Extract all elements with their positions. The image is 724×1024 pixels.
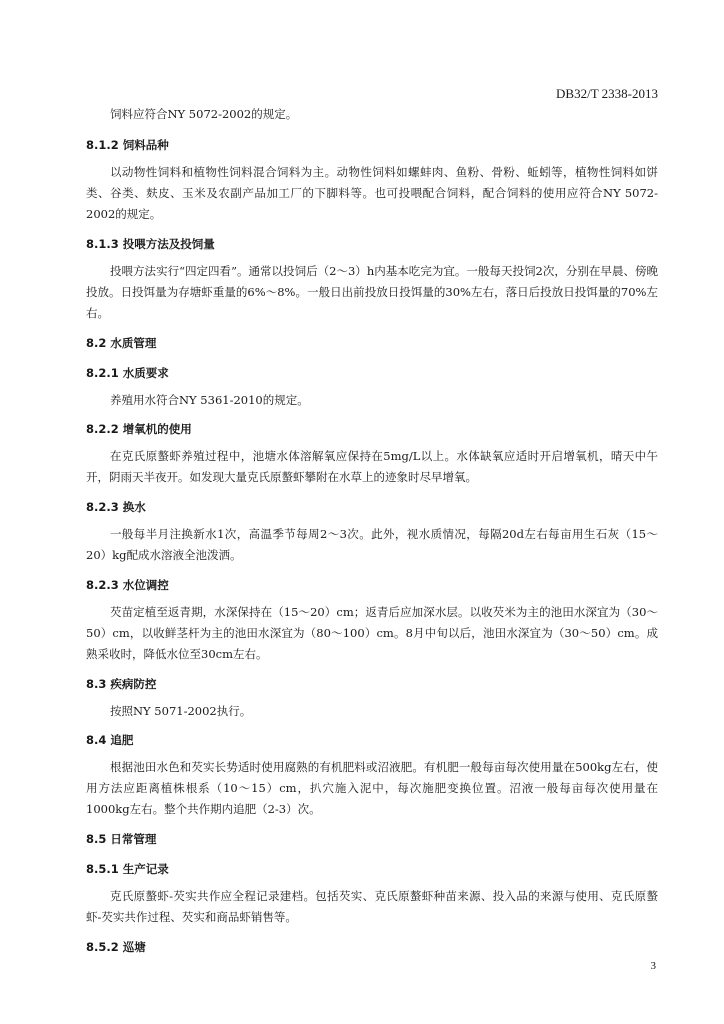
- paragraph: 投喂方法实行“四定四看”。通常以投饲后（2～3）h内基本吃完为宜。一般每天投饲2次，分别在早晨、傍晚投放。日投饵量为存塘虾重量的6%～8%。一般日出前投放日投饵量的30%左右，落日后投放日投饵量的70%左右。: [86, 264, 658, 320]
- section-heading-8-5-1: 8.5.1 生产记录: [86, 862, 169, 876]
- section-heading-8-1-3: 8.1.3 投喂方法及投饲量: [86, 237, 215, 251]
- paragraph: 芡苗定植至返青期，水深保持在（15～20）cm；返青后应加深水层。以收芡米为主的池田水深宜为（30～50）cm，以收鲜茎杆为主的池田水深宜为（80～100）cm。8月中旬以后，池田水深宜为（30～50）cm。成熟采收时，降低水位至30cm左右。: [86, 605, 658, 661]
- section-heading-8-5: 8.5 日常管理: [86, 832, 157, 846]
- page-number: 3: [650, 960, 656, 972]
- section-heading-8-2-3-water-level: 8.2.3 水位调控: [86, 578, 169, 592]
- section-heading-8-4: 8.4 追肥: [86, 733, 134, 747]
- paragraph: 一般每半月注换新水1次，高温季节每周2～3次。此外，视水质情况，每隔20d左右每亩用生石灰（15～20）kg配成水溶液全池泼洒。: [86, 527, 658, 562]
- paragraph: 在克氏原螯虾养殖过程中，池塘水体溶解氧应保持在5mg/L以上。水体缺氧应适时开启增氧机，晴天中午开，阴雨天半夜开。如发现大量克氏原螯虾攀附在水草上的迹象时尽早增氧。: [86, 449, 658, 484]
- paragraph: 养殖用水符合NY 5361-2010的规定。: [110, 393, 309, 407]
- paragraph: 根据池田水色和芡实长势适时使用腐熟的有机肥料或沼液肥。有机肥一般每亩每次使用量在500kg左右，使用方法应距离植株根系（10～15）cm，扒穴施入泥中，每次施肥变换位置。沼液一般每亩每次使用量在1000kg左右。整个共作期内追肥（2-3）次。: [86, 760, 658, 816]
- section-heading-8-2: 8.2 水质管理: [86, 336, 157, 350]
- paragraph: 克氏原螯虾-芡实共作应全程记录建档。包括芡实、克氏原螯虾种苗来源、投入品的来源与使用、克氏原螯虾-芡实共作过程、芡实和商品虾销售等。: [86, 889, 658, 924]
- paragraph: 以动物性饲料和植物性饲料混合饲料为主。动物性饲料如螺蚌肉、鱼粉、骨粉、蚯蚓等，植物性饲料如饼类、谷类、麸皮、玉米及农副产品加工厂的下脚料等。也可投喂配合饲料，配合饲料的使用应符合NY 5072-2002的规定。: [86, 165, 658, 221]
- section-heading-8-2-3: 8.2.3 换水: [86, 500, 146, 514]
- section-heading-8-5-2: 8.5.2 巡塘: [86, 940, 146, 954]
- section-heading-8-2-2: 8.2.2 增氧机的使用: [86, 422, 192, 436]
- body-content: [86, 104, 658, 954]
- section-heading-8-1-2: 8.1.2 饲料品种: [86, 138, 169, 152]
- section-heading-8-2-1: 8.2.1 水质要求: [86, 366, 169, 380]
- standard-number: DB32/T 2338-2013: [556, 86, 658, 101]
- paragraph: 按照NY 5071-2002执行。: [110, 704, 252, 718]
- section-heading-8-3: 8.3 疾病防控: [86, 677, 157, 691]
- paragraph: 饲料应符合NY 5072-2002的规定。: [110, 107, 298, 121]
